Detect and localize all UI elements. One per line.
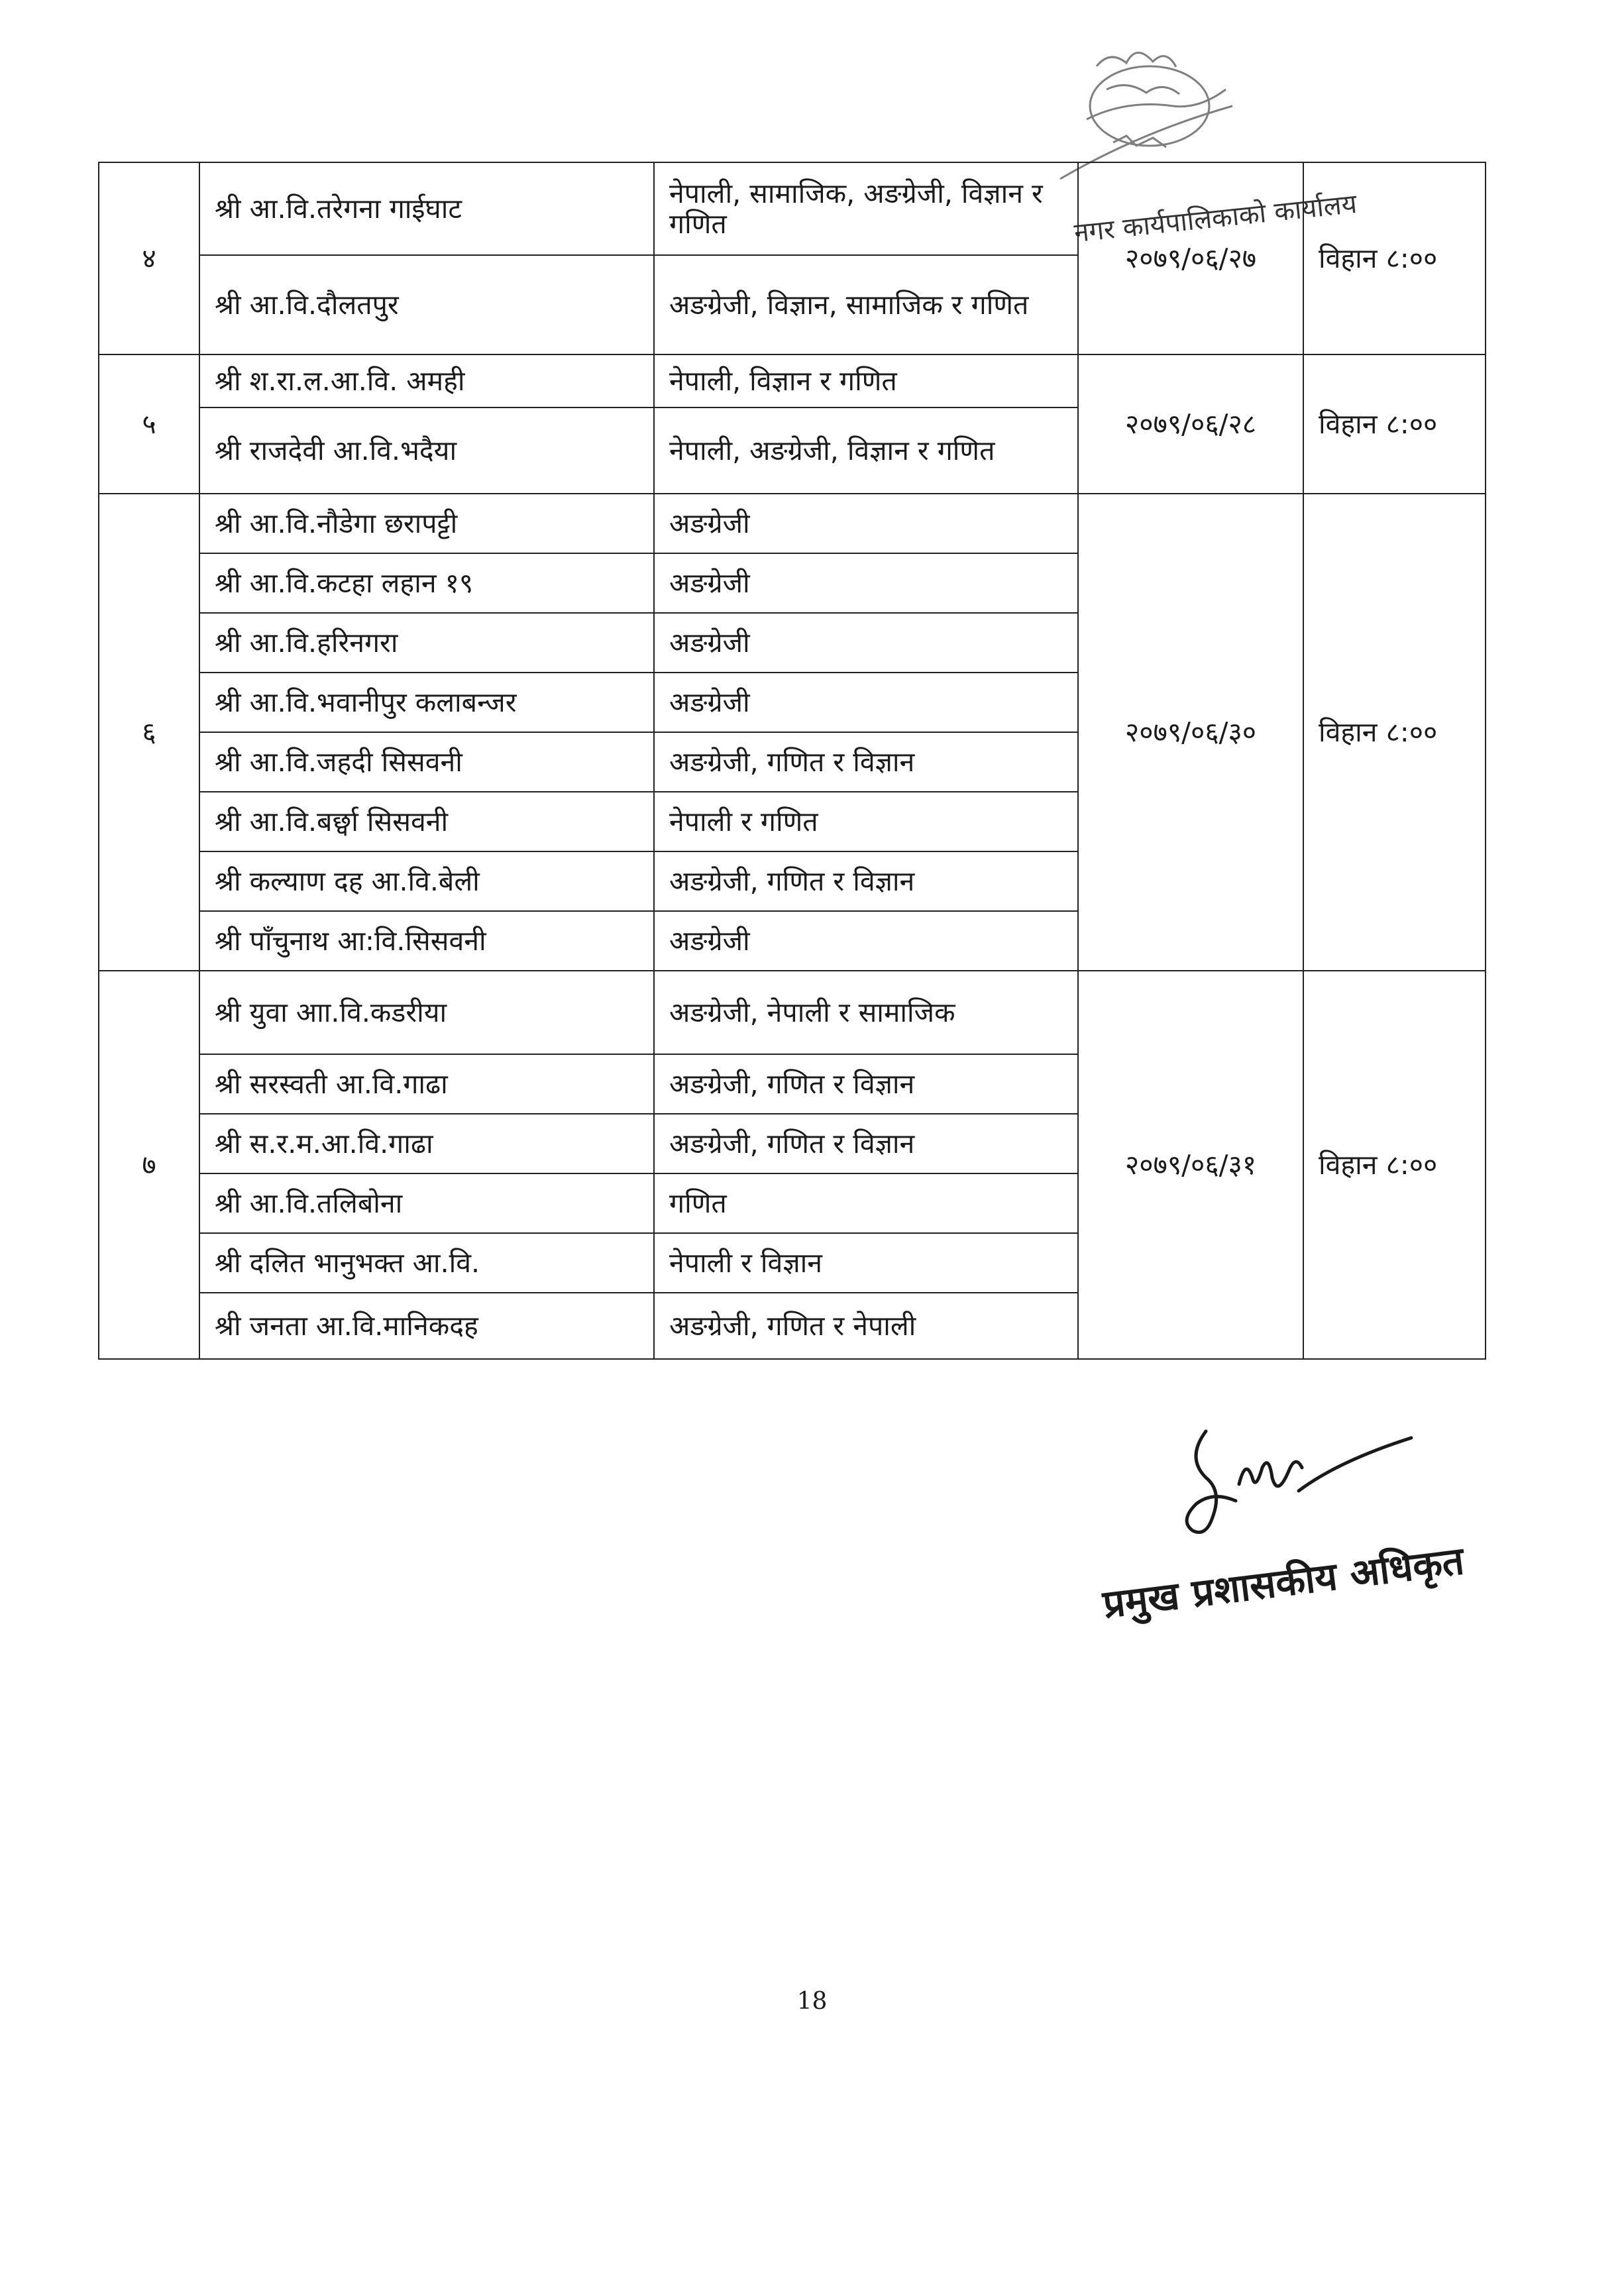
group-number: ६ (99, 494, 199, 971)
subjects: अङग्रेजी, विज्ञान, सामाजिक र गणित (654, 255, 1078, 354)
subjects: अङग्रेजी (654, 553, 1078, 613)
school-name: श्री पाँचुनाथ आ:वि.सिसवनी (199, 911, 654, 971)
exam-time: विहान ८:०० (1303, 971, 1486, 1359)
school-name: श्री आ.वि.भवानीपुर कलाबन्जर (199, 673, 654, 732)
exam-date: २०७९/०६/२८ (1078, 354, 1303, 494)
exam-schedule-table (98, 162, 1486, 1360)
school-name: श्री स.र.म.आ.वि.गाढा (199, 1114, 654, 1173)
table-row (99, 971, 1486, 1054)
subjects: अङग्रेजी, नेपाली र सामाजिक (654, 971, 1078, 1054)
school-name: श्री दलित भानुभक्त आ.वि. (199, 1233, 654, 1293)
exam-time: विहान ८:०० (1303, 162, 1486, 354)
school-name: श्री आ.वि.तरेगना गाईघाट (199, 162, 654, 255)
school-name: श्री आ.वि.नौडेगा छरापट्टी (199, 494, 654, 553)
school-name: श्री युवा आा.वि.कडरीया (199, 971, 654, 1054)
exam-time: विहान ८:०० (1303, 494, 1486, 971)
school-name: श्री आ.वि.कटहा लहान १९ (199, 553, 654, 613)
group-number: ७ (99, 971, 199, 1359)
subjects: नेपाली, अङग्रेजी, विज्ञान र गणित (654, 408, 1078, 494)
subjects: अङग्रेजी, गणित र विज्ञान (654, 1054, 1078, 1114)
group-number: ४ (99, 162, 199, 354)
school-name: श्री आ.वि.दौलतपुर (199, 255, 654, 354)
subjects: नेपाली र गणित (654, 792, 1078, 851)
school-name: श्री श.रा.ल.आ.वि. अमही (199, 354, 654, 408)
school-name: श्री जनता आ.वि.मानिकदह (199, 1293, 654, 1359)
school-name: श्री सरस्वती आ.वि.गाढा (199, 1054, 654, 1114)
subjects: अङग्रेजी, गणित र विज्ञान (654, 1114, 1078, 1173)
exam-date: २०७९/०६/२७ (1078, 162, 1303, 354)
school-name: श्री आ.वि.जहदी सिसवनी (199, 732, 654, 792)
exam-date: २०७९/०६/३१ (1078, 971, 1303, 1359)
school-name: श्री राजदेवी आ.वि.भदैया (199, 408, 654, 494)
subjects: अङग्रेजी, गणित र विज्ञान (654, 851, 1078, 911)
exam-date: २०७९/०६/३० (1078, 494, 1303, 971)
subjects: नेपाली, सामाजिक, अङग्रेजी, विज्ञान र गणित (654, 162, 1078, 255)
group-number: ५ (99, 354, 199, 494)
subjects: अङग्रेजी, गणित र नेपाली (654, 1293, 1078, 1359)
table-body (99, 162, 1486, 1359)
page-number: 18 (796, 1988, 828, 2015)
exam-time: विहान ८:०० (1303, 354, 1486, 494)
designation: प्रमुख प्रशासकीय अधिकृत (1100, 1538, 1467, 1627)
stamp-text: नगर कार्यपालिकाको कार्यालय (1073, 188, 1358, 249)
subjects: अङग्रेजी (654, 494, 1078, 553)
subjects: गणित (654, 1173, 1078, 1233)
subjects: अङग्रेजी (654, 673, 1078, 732)
school-name: श्री आ.वि.हरिनगरा (199, 613, 654, 673)
subjects: नेपाली र विज्ञान (654, 1233, 1078, 1293)
school-name: श्री कल्याण दह आ.वि.बेली (199, 851, 654, 911)
school-name: श्री आ.वि.बर्छ्वा सिसवनी (199, 792, 654, 851)
school-name: श्री आ.वि.तलिबोना (199, 1173, 654, 1233)
subjects: अङग्रेजी (654, 911, 1078, 971)
table-row (99, 354, 1486, 408)
table-row (99, 162, 1486, 255)
subjects: नेपाली, विज्ञान र गणित (654, 354, 1078, 408)
table-row (99, 494, 1486, 553)
subjects: अङग्रेजी, गणित र विज्ञान (654, 732, 1078, 792)
subjects: अङग्रेजी (654, 613, 1078, 673)
